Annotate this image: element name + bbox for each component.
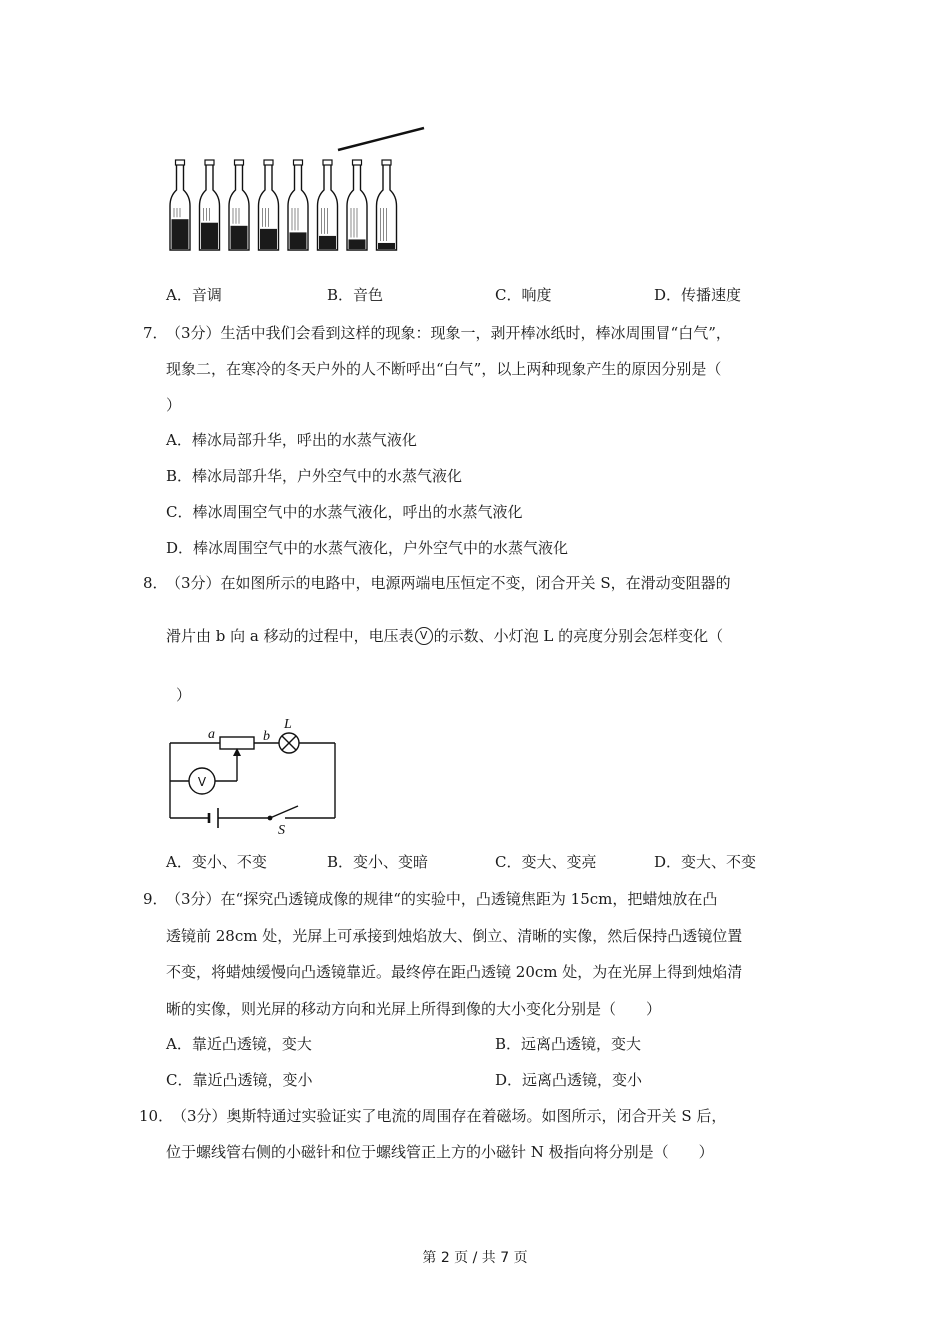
q9-option-a: A．靠近凸透镜，变大	[166, 1035, 312, 1053]
q9-option-b: B．远离凸透镜，变大	[495, 1035, 642, 1053]
label-b: b	[263, 729, 270, 744]
q9-stem-line: 不变，将蜡烛缓慢向凸透镜靠近。最终停在距凸透镜 20cm 处，为在光屏上得到烛焰清	[166, 963, 743, 981]
q6-option-c: C．响度	[495, 286, 552, 304]
circuit-diagram	[160, 712, 340, 837]
label-s: S	[278, 823, 285, 838]
q8-stem-line: ）	[176, 686, 192, 704]
voltmeter-symbol: V	[415, 627, 433, 645]
label-a: a	[208, 727, 215, 742]
q10-number: 10．	[139, 1107, 174, 1125]
q8-stem-text: 的示数、小灯泡 L 的亮度分别会怎样变化（	[433, 627, 724, 645]
q10-stem-line: 位于螺线管右侧的小磁针和位于螺线管正上方的小磁针 N 极指向将分别是（ ）	[166, 1143, 714, 1161]
q9-number: 9．	[143, 890, 168, 908]
q8-option-d: D．变大、不变	[654, 853, 757, 871]
bottle-icon	[170, 160, 190, 250]
q7-option-d: D．棒冰周围空气中的水蒸气液化，户外空气中的水蒸气液化	[166, 539, 569, 557]
label-l: L	[284, 717, 292, 732]
q6-option-a: A．音调	[166, 286, 222, 304]
q7-stem-line: （3分）生活中我们会看到这样的现象：现象一，剥开棒冰纸时，棒冰周围冒“白气”，	[166, 324, 731, 342]
q10-stem-line: （3分）奥斯特通过实验证实了电流的周围存在着磁场。如图所示，闭合开关 S 后，	[172, 1107, 727, 1125]
q7-option-b: B．棒冰局部升华，户外空气中的水蒸气液化	[166, 467, 463, 485]
label-v: V	[197, 775, 207, 789]
bottle-icon	[229, 160, 249, 250]
q9-option-c: C．靠近凸透镜，变小	[166, 1071, 313, 1089]
rheostat	[220, 737, 254, 749]
page-footer: 第 2 页 / 共 7 页	[422, 1250, 528, 1266]
q9-option-d: D．远离凸透镜，变小	[495, 1071, 643, 1089]
q8-stem-line	[166, 625, 723, 646]
bottle-icon	[259, 160, 279, 250]
q7-option-c: C．棒冰周围空气中的水蒸气液化，呼出的水蒸气液化	[166, 503, 523, 521]
q8-stem-line: （3分）在如图所示的电路中，电源两端电压恒定不变，闭合开关 S，在滑动变阻器的	[166, 574, 731, 592]
bottle-icon	[200, 160, 220, 250]
q8-option-a: A．变小、不变	[166, 853, 267, 871]
q7-stem-line: ）	[166, 396, 182, 414]
bottle-icon	[347, 160, 367, 250]
q7-number: 7．	[143, 324, 168, 342]
striking-rod	[338, 128, 424, 150]
q9-stem-line: 透镜前 28cm 处，光屏上可承接到烛焰放大、倒立、清晰的实像，然后保持凸透镜位置	[166, 927, 743, 945]
q9-stem-line: （3分）在“探究凸透镜成像的规律“的实验中，凸透镜焦距为 15cm，把蜡烛放在凸	[166, 890, 718, 908]
q7-stem-line: 现象二，在寒冷的冬天户外的人不断呼出“白气”，以上两种现象产生的原因分别是（	[166, 360, 722, 378]
q9-stem-line: 晰的实像，则光屏的移动方向和光屏上所得到像的大小变化分别是（ ）	[166, 1000, 662, 1018]
q6-option-b: B．音色	[327, 286, 384, 304]
bottle-icon	[377, 160, 397, 250]
bottle-icon	[288, 160, 308, 250]
q8-stem-text: 滑片由 b 向 a 移动的过程中，电压表	[166, 627, 414, 645]
bottles-figure	[160, 122, 430, 262]
q8-option-b: B．变小、变暗	[327, 853, 429, 871]
q7-option-a: A．棒冰局部升华，呼出的水蒸气液化	[166, 431, 417, 449]
q8-number: 8．	[143, 574, 168, 592]
bottle-icon	[318, 160, 338, 250]
q8-option-c: C．变大、变亮	[495, 853, 597, 871]
q6-option-d: D．传播速度	[654, 286, 742, 304]
switch-pivot	[268, 816, 273, 821]
switch-blade	[270, 806, 298, 818]
